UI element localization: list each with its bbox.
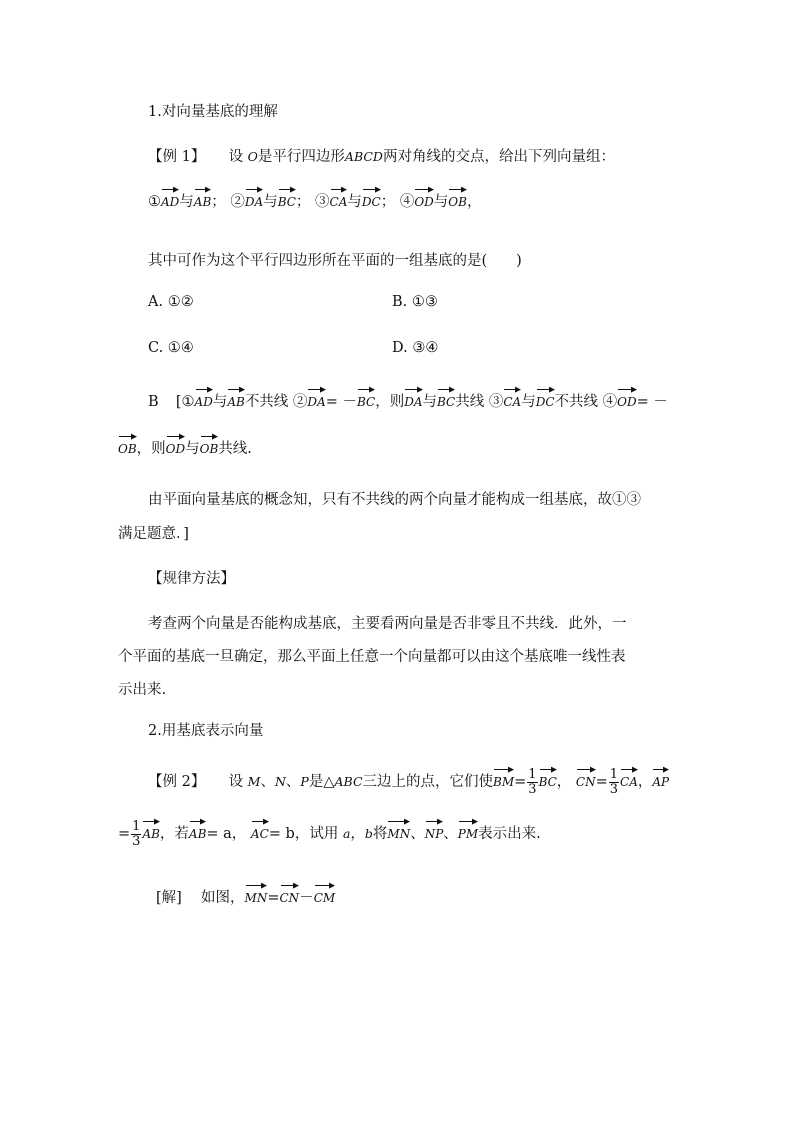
- section2-title: 2.用基底表示向量: [148, 723, 264, 739]
- text: = －: [636, 394, 668, 410]
- text: =: [118, 826, 131, 842]
- answer-letter: B: [148, 394, 159, 410]
- answer1-p2-line1: 由平面向量基底的概念知，只有不共线的两个向量才能构成一组基底，故①③: [148, 492, 641, 508]
- var-a: a: [342, 826, 351, 841]
- text: ，若: [159, 826, 189, 842]
- choice-d: D. ③④: [392, 340, 439, 356]
- text: ，则: [136, 441, 166, 457]
- answer1-line1: [148, 386, 668, 411]
- text: =: [595, 774, 608, 790]
- vector-groups: [148, 186, 481, 211]
- group-mark: ①: [148, 194, 161, 210]
- point-o: O: [247, 149, 258, 164]
- vector: DA: [307, 386, 325, 408]
- answer1-line2: [118, 433, 252, 458]
- vector: AB: [142, 818, 159, 840]
- text: ，则: [375, 394, 405, 410]
- text: =: [514, 774, 527, 790]
- text: = －: [325, 394, 357, 410]
- text: 表示出来.: [478, 826, 541, 842]
- text: [①: [175, 394, 195, 410]
- point: N: [274, 774, 286, 789]
- choice-a: A. ①②: [148, 294, 194, 310]
- sep: ，: [466, 194, 482, 210]
- stem-text: 两对角线的交点，给出下列向量组：: [382, 149, 615, 165]
- text: ，: [556, 774, 572, 790]
- solution-line: [156, 882, 335, 907]
- text: 与: [185, 441, 200, 457]
- group-mark: ③: [315, 194, 330, 210]
- sep: ；: [380, 194, 396, 210]
- vector: OD: [617, 386, 636, 408]
- vector: CA: [503, 386, 521, 408]
- text: 、: [260, 774, 275, 790]
- text: 不共线 ②: [244, 394, 308, 410]
- text: 与: [521, 394, 536, 410]
- answer1-p2-line2: 满足题意．]: [118, 526, 189, 542]
- conj: 与: [433, 194, 449, 210]
- group-mark: ④: [399, 194, 415, 210]
- example1-stem: [148, 145, 615, 166]
- solution-tag: [解]: [156, 890, 182, 906]
- choice-c: C. ①④: [148, 340, 194, 356]
- text: =: [267, 890, 280, 906]
- vector: CM: [314, 882, 335, 904]
- vector: AD: [195, 386, 213, 408]
- conj: 与: [263, 194, 278, 210]
- label-abcd: ABCD: [344, 149, 383, 164]
- text: = b，试用: [268, 826, 339, 842]
- vector: AB: [189, 818, 206, 840]
- section1-title: 1.对向量基底的理解: [148, 104, 278, 120]
- text: 是△: [308, 774, 335, 790]
- fraction: $\frac{1}{3}$: [609, 766, 619, 797]
- vector: BC: [437, 386, 455, 408]
- conj: 与: [347, 194, 362, 210]
- text: 设: [228, 774, 244, 790]
- group-mark: ②: [230, 194, 245, 210]
- point: M: [247, 774, 261, 789]
- text: 将: [372, 826, 388, 842]
- fraction: $\frac{1}{3}$: [528, 766, 537, 797]
- sep: ；: [211, 194, 226, 210]
- vector: DA: [404, 386, 422, 408]
- vector: DA: [245, 186, 263, 208]
- text: －: [299, 890, 314, 906]
- text: 与: [212, 394, 228, 410]
- method-line2: 个平面的基底一旦确定，那么平面上任意一个向量都可以由这个基底唯一线性表: [118, 649, 626, 665]
- text: = a，: [206, 826, 247, 842]
- stem-text: 设: [228, 149, 244, 165]
- vector: OD: [166, 433, 185, 455]
- text: 共线.: [218, 441, 252, 457]
- text: 共线 ③: [455, 394, 504, 410]
- text: 如图，: [201, 890, 245, 906]
- vector: MN: [245, 882, 268, 904]
- example2-line1: [148, 766, 669, 796]
- method-line1: 考查两个向量是否能构成基底，主要看两向量是否非零且不共线．此外，一: [148, 616, 627, 632]
- vector: OB: [200, 433, 219, 455]
- vector: CN: [280, 882, 300, 904]
- vector: DC: [362, 186, 381, 208]
- var-b: b: [364, 826, 373, 841]
- text: 与: [422, 394, 438, 410]
- example-tag: 【例 2】: [148, 774, 206, 790]
- choice-b: B. ①③: [392, 294, 438, 310]
- vector: BM: [493, 766, 514, 788]
- point: P: [300, 774, 309, 789]
- vector: AC: [251, 818, 269, 840]
- vector: DC: [536, 386, 555, 408]
- text: ，: [637, 774, 653, 790]
- vector: AP: [652, 766, 669, 788]
- method-line3: 示出来.: [118, 682, 167, 698]
- text: 三边上的点，它们使: [362, 774, 494, 790]
- vector: CN: [576, 766, 596, 788]
- fraction: $\frac{1}{3}$: [132, 818, 141, 849]
- vector: AB: [227, 386, 244, 408]
- vector: AB: [194, 186, 211, 208]
- text: 、: [285, 774, 301, 790]
- example2-line2: = $\frac{1}{3}$ AB，若AB= a， AC= b，试用 a，b将MN、NP、PM表示出来.: [118, 818, 541, 849]
- vector: BC: [539, 766, 557, 788]
- triangle: ABC: [334, 774, 363, 789]
- vector: CA: [620, 766, 638, 788]
- stem-text: 是平行四边形: [257, 149, 345, 165]
- sep: ；: [295, 194, 311, 210]
- vector: AD: [161, 186, 179, 208]
- method-title: 【规律方法】: [148, 571, 235, 587]
- vector: OB: [448, 186, 467, 208]
- text: 不共线 ④: [554, 394, 618, 410]
- vector: MN: [387, 818, 410, 840]
- example1-question: 其中可作为这个平行四边形所在平面的一组基底的是( ): [148, 253, 522, 269]
- vector: BC: [278, 186, 296, 208]
- vector: CA: [330, 186, 348, 208]
- conj: 与: [179, 194, 194, 210]
- vector: NP: [425, 818, 444, 840]
- vector: BC: [357, 386, 375, 408]
- example-tag: 【例 1】: [148, 149, 206, 165]
- vector: PM: [458, 818, 478, 840]
- vector: OB: [118, 433, 137, 455]
- vector: OD: [414, 186, 433, 208]
